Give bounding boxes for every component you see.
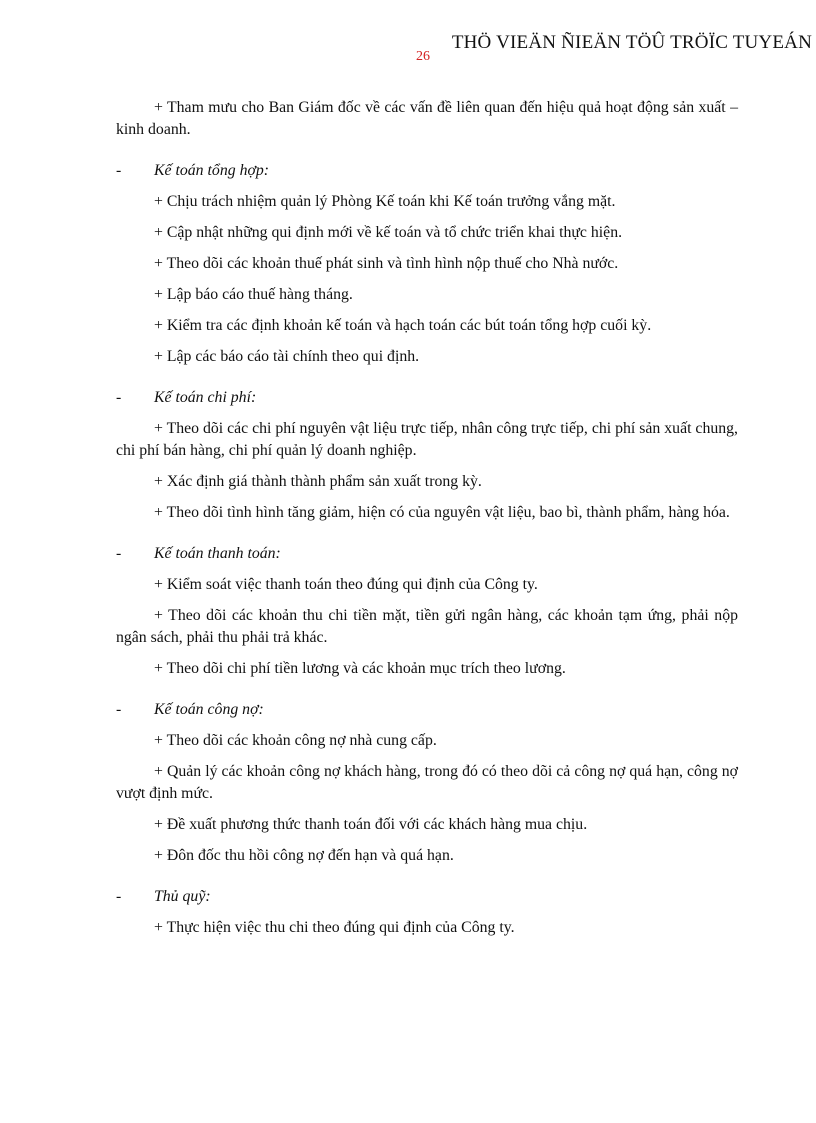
header-title: THÖ VIEÄN ÑIEÄN TÖÛ TRÖÏC TUYEÁN: [451, 32, 812, 53]
paragraph: + Theo dõi các khoản thuế phát sinh và tình hình nộp thuế cho Nhà nước.: [154, 255, 619, 272]
section-ke-toan-thanh-toan: [116, 543, 738, 680]
section-title: Kế toán thanh toán:: [154, 545, 281, 562]
paragraph: + Xác định giá thành thành phẩm sản xuất trong kỳ.: [154, 473, 482, 490]
section-title: Kế toán chi phí:: [154, 389, 257, 406]
paragraph: + Quản lý các khoản công nợ khách hàng, trong đó có theo dõi cả công nợ quá hạn, công nợ vượt định mức.: [116, 763, 738, 802]
paragraph: + Cập nhật những qui định mới về kế toán và tổ chức triển khai thực hiện.: [154, 224, 623, 241]
dash-bullet: -: [116, 545, 122, 562]
section-title: Kế toán công nợ:: [154, 701, 264, 718]
paragraph: + Theo dõi các chi phí nguyên vật liệu trực tiếp, nhân công trực tiếp, chi phí sản xuất chung, chi phí bán hàng, chi phí quản lý doanh nghiệp.: [116, 420, 738, 459]
section-heading: [116, 699, 738, 721]
dash-bullet: -: [116, 389, 122, 406]
section-ke-toan-chi-phi: [116, 387, 738, 524]
paragraph: + Đôn đốc thu hồi công nợ đến hạn và quá hạn.: [154, 847, 454, 864]
section-title: Thủ quỹ:: [154, 888, 211, 905]
paragraph: + Theo dõi các khoản công nợ nhà cung cấp.: [154, 732, 437, 749]
paragraph: + Đề xuất phương thức thanh toán đối với các khách hàng mua chịu.: [154, 816, 588, 833]
paragraph: + Lập các báo cáo tài chính theo qui định.: [154, 348, 420, 365]
section-ke-toan-tong-hop: [116, 160, 738, 368]
paragraph: + Kiểm soát việc thanh toán theo đúng qui định của Công ty.: [154, 576, 538, 593]
section-thu-quy: [116, 886, 738, 939]
section-heading: [116, 160, 738, 182]
section-heading: [116, 543, 738, 565]
paragraph: + Lập báo cáo thuế hàng tháng.: [154, 286, 353, 303]
section-heading: [116, 387, 738, 409]
intro-paragraph: + Tham mưu cho Ban Giám đốc về các vấn đề liên quan đến hiệu quả hoạt động sản xuất – kinh doanh.: [116, 99, 738, 138]
section-ke-toan-cong-no: [116, 699, 738, 867]
document-body: [116, 97, 738, 939]
dash-bullet: -: [116, 162, 122, 179]
paragraph: + Theo dõi chi phí tiền lương và các khoản mục trích theo lương.: [154, 660, 566, 677]
paragraph: + Thực hiện việc thu chi theo đúng qui định của Công ty.: [154, 919, 515, 936]
paragraph: + Theo dõi các khoản thu chi tiền mặt, tiền gửi ngân hàng, các khoản tạm ứng, phải nộp ngân sách, phải thu phải trả khác.: [116, 607, 738, 646]
paragraph: + Kiểm tra các định khoản kế toán và hạch toán các bút toán tổng hợp cuối kỳ.: [154, 317, 652, 334]
page-number: 26: [416, 49, 430, 64]
section-heading: [116, 886, 738, 908]
dash-bullet: -: [116, 888, 122, 905]
dash-bullet: -: [116, 701, 122, 718]
paragraph: + Chịu trách nhiệm quản lý Phòng Kế toán khi Kế toán trưởng vắng mặt.: [154, 193, 616, 210]
section-title: Kế toán tổng hợp:: [154, 162, 270, 179]
paragraph: + Theo dõi tình hình tăng giảm, hiện có của nguyên vật liệu, bao bì, thành phẩm, hàng hóa.: [154, 504, 730, 521]
